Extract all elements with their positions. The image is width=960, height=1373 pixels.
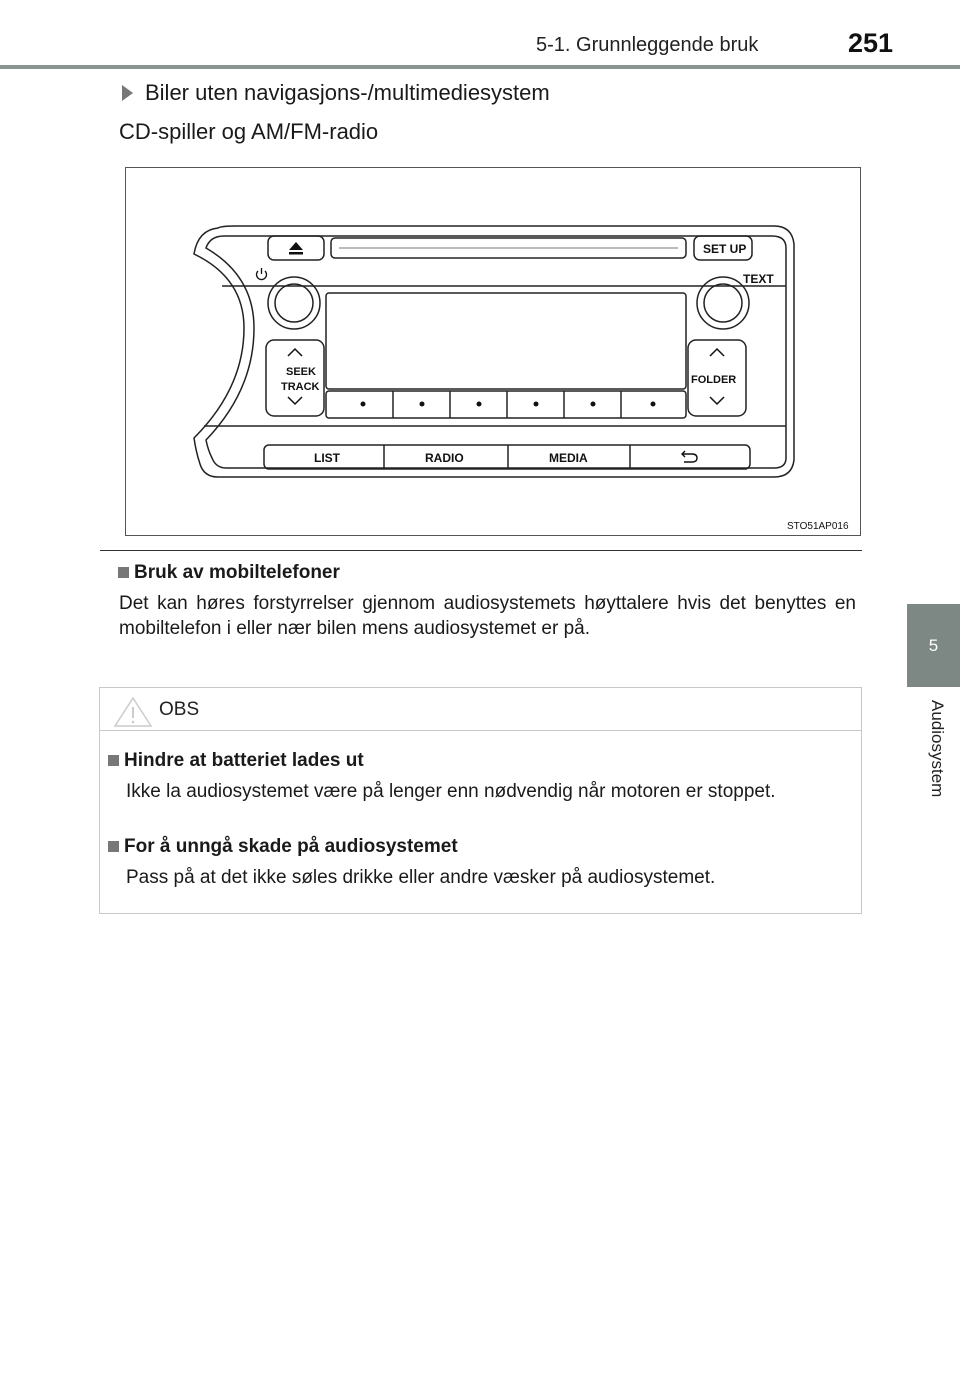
preset-dot xyxy=(420,402,425,407)
figure-rule xyxy=(100,550,862,551)
track-label: TRACK xyxy=(281,381,320,393)
power-knob-inner xyxy=(275,284,313,322)
text-label: TEXT xyxy=(743,272,774,286)
triangle-bullet-icon xyxy=(122,85,133,101)
list-label: LIST xyxy=(314,451,340,465)
square-bullet-icon xyxy=(108,841,119,852)
section-heading: CD-spiller og AM/FM-radio xyxy=(119,119,379,144)
caution-item-heading xyxy=(108,750,364,772)
power-icon xyxy=(257,268,267,280)
caution-item-heading-text: For å unngå skade på audiosystemet xyxy=(124,836,458,857)
power-knob-outer xyxy=(268,277,320,329)
preset-dot xyxy=(534,402,539,407)
preset-dot xyxy=(361,402,366,407)
section-title: 5-1. Grunnleggende bruk xyxy=(536,34,759,56)
square-bullet-icon xyxy=(118,567,129,578)
caution-divider xyxy=(100,730,861,731)
radio-label: RADIO xyxy=(425,451,464,465)
caution-title: OBS xyxy=(159,699,200,720)
caution-item-heading-text: Hindre at batteriet lades ut xyxy=(124,750,364,771)
folder-up-chevron-icon xyxy=(710,349,724,356)
eject-icon xyxy=(289,242,303,255)
preset-dot xyxy=(591,402,596,407)
back-arrow-icon xyxy=(682,451,697,462)
sub-heading xyxy=(122,80,550,106)
track-down-chevron-icon xyxy=(288,397,302,404)
note-heading xyxy=(118,562,340,584)
folder-down-chevron-icon xyxy=(710,397,724,404)
square-bullet-icon xyxy=(108,755,119,766)
tune-knob-inner xyxy=(704,284,742,322)
note-heading-text: Bruk av mobiltelefoner xyxy=(134,562,340,583)
preset-dot xyxy=(477,402,482,407)
preset-row xyxy=(326,391,686,418)
audio-unit-illustration xyxy=(126,168,862,537)
folder-label: FOLDER xyxy=(691,374,737,386)
seek-label: SEEK xyxy=(286,366,316,378)
sub-heading-text: Biler uten navigasjons-/multimediesystem xyxy=(145,80,550,105)
tune-knob-outer xyxy=(697,277,749,329)
note-body: Det kan høres forstyrrelser gjennom audiosystemets høyttalere hvis det benyttes en mobiltelefon i eller nær bilen mens audiosystemet er på. xyxy=(119,593,856,639)
chapter-number: 5 xyxy=(928,635,939,655)
setup-label: SET UP xyxy=(703,242,747,256)
page-number: 251 xyxy=(848,28,894,58)
preset-dot xyxy=(651,402,656,407)
display-screen xyxy=(326,293,686,389)
unit-outer-outline xyxy=(194,226,794,477)
figure-frame xyxy=(125,167,861,536)
caution-item-heading xyxy=(108,836,458,858)
chapter-tab xyxy=(907,604,960,687)
header-rule xyxy=(0,65,960,69)
seek-up-chevron-icon xyxy=(288,349,302,356)
figure-code: STO51AP016 xyxy=(787,521,849,532)
warning-triangle-icon xyxy=(113,696,153,728)
caution-item-body: Pass på at det ikke søles drikke eller andre væsker på audiosystemet. xyxy=(126,867,716,888)
media-label: MEDIA xyxy=(549,451,588,465)
chapter-label: Audiosystem xyxy=(928,700,947,798)
caution-item-body: Ikke la audiosystemet være på lenger enn nødvendig når motoren er stoppet. xyxy=(126,781,776,802)
